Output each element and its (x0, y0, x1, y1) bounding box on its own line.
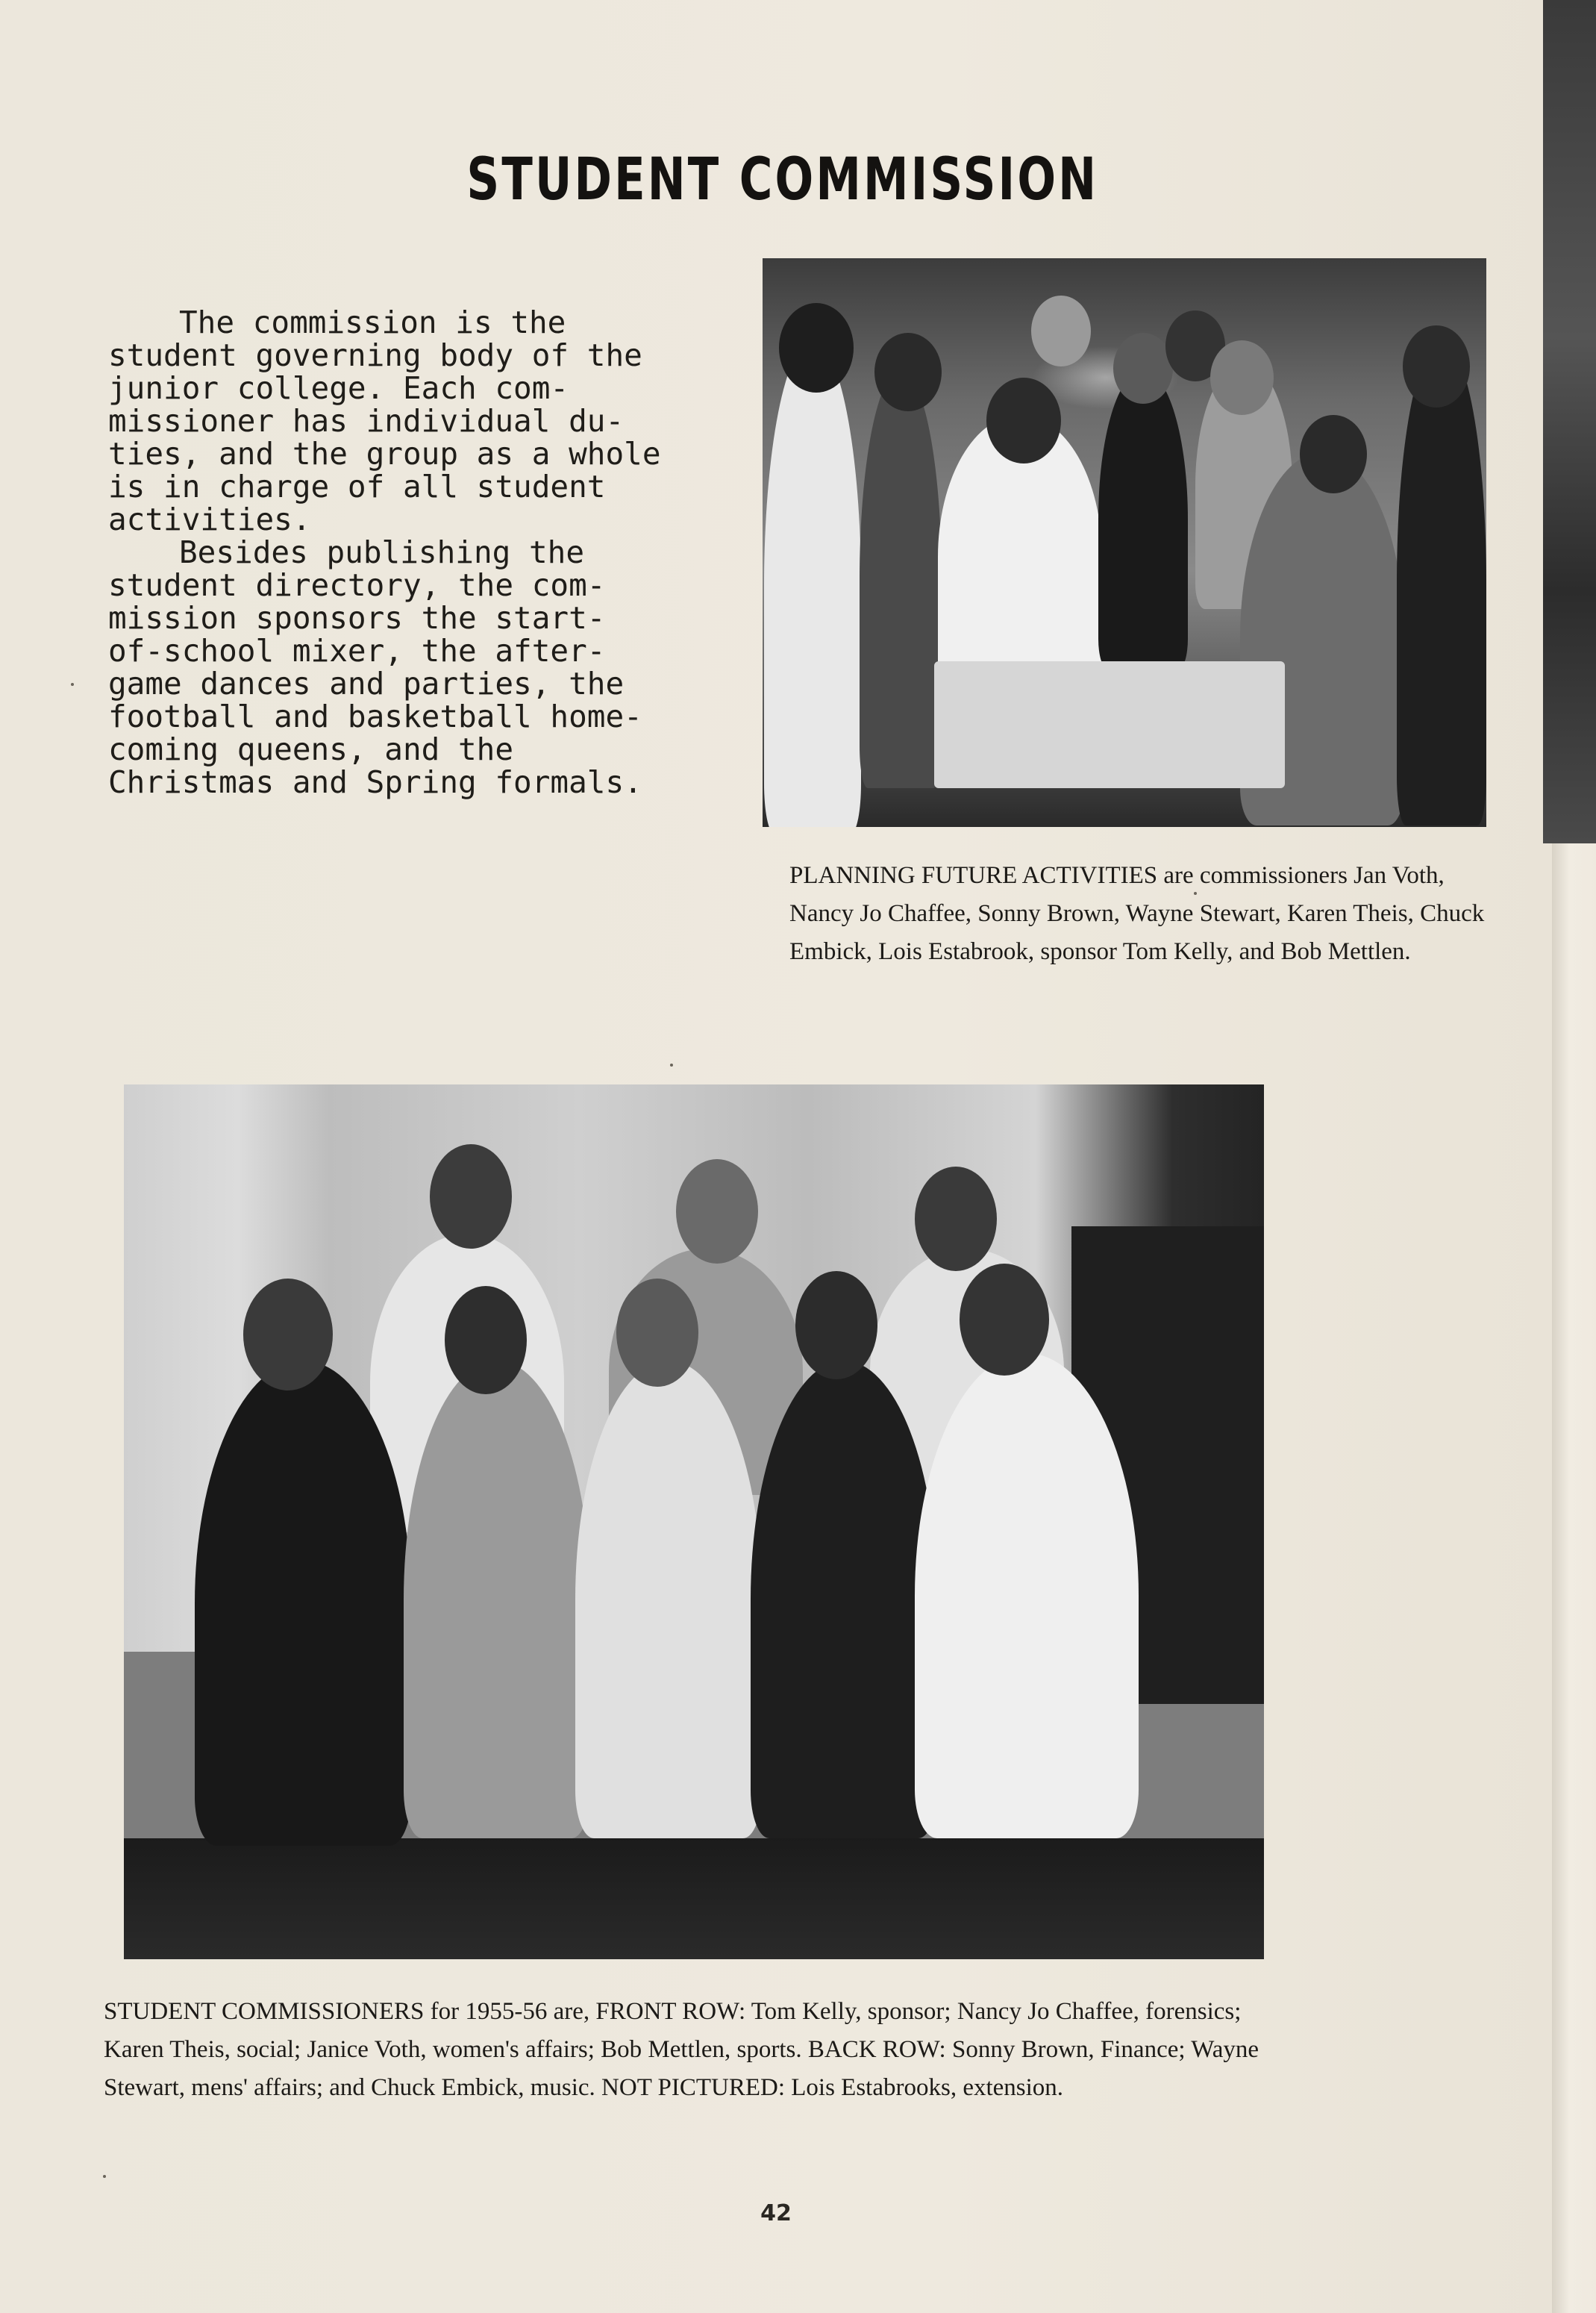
figure-head (1210, 340, 1274, 415)
figure-head (915, 1167, 997, 1271)
figure (1397, 340, 1486, 825)
paper-speck (1194, 892, 1197, 895)
figure-head (676, 1159, 758, 1264)
figure (575, 1361, 762, 1838)
figure-head (1300, 415, 1367, 493)
paper-speck (103, 2175, 106, 2178)
figure (764, 340, 861, 827)
figure-head (445, 1286, 527, 1394)
figure (1098, 370, 1188, 669)
intro-paragraph-2: Besides publishing the student directory, the com- mission sponsors the start- of-school mixer, the after- game dances and parties, the football and basketball home- coming queens, and the Christmas and Spring formals. (108, 534, 642, 800)
figure-head (243, 1279, 333, 1390)
page-number: 42 (760, 2200, 792, 2226)
figure (860, 370, 942, 788)
figure-head (430, 1144, 512, 1249)
commissioners-group-photo (124, 1084, 1264, 1959)
paper-speck (670, 1064, 673, 1067)
figure-head (986, 378, 1061, 463)
figure (404, 1361, 590, 1838)
figure-head (795, 1271, 877, 1379)
figure-head (779, 303, 854, 393)
figure (195, 1361, 411, 1846)
figure (751, 1361, 937, 1838)
figure-head (616, 1279, 698, 1387)
group-photo-caption: STUDENT COMMISSIONERS for 1955-56 are, FRONT ROW: Tom Kelly, sponsor; Nancy Jo Chaffee, forensics; Karen Theis, social; Janice Voth, women's affairs; Bob Mettlen, sports. BACK ROW: Sonny Brown, Finance; Wayne Stewart, mens' affairs; and Chuck Embick, music. NOT PICTURED: Lois Estabrooks, extension. (104, 1998, 1259, 2101)
figure-head (960, 1264, 1049, 1376)
adjacent-page-photo-edge (1543, 0, 1596, 843)
desk-papers (934, 661, 1285, 788)
figure-head (1031, 296, 1091, 366)
planning-photo-caption: PLANNING FUTURE ACTIVITIES are commissioners Jan Voth, Nancy Jo Chaffee, Sonny Brown, Wayne Stewart, Karen Theis, Chuck Embick, Lois Estabrook, sponsor Tom Kelly, and Bob Mettlen. (789, 862, 1485, 965)
figure (915, 1353, 1139, 1838)
figure-head (874, 333, 942, 411)
page-title: STUDENT COMMISSION (466, 146, 1099, 213)
paper-speck (71, 683, 74, 686)
figure-head (1113, 333, 1173, 404)
figure-head (1403, 325, 1470, 408)
intro-paragraph-1: The commission is the student governing body of the junior college. Each com- missioner has individual du- ties, and the group as a whole is in charge of all student activities. (108, 305, 661, 537)
intro-text (108, 306, 690, 799)
planning-photo (763, 258, 1486, 827)
